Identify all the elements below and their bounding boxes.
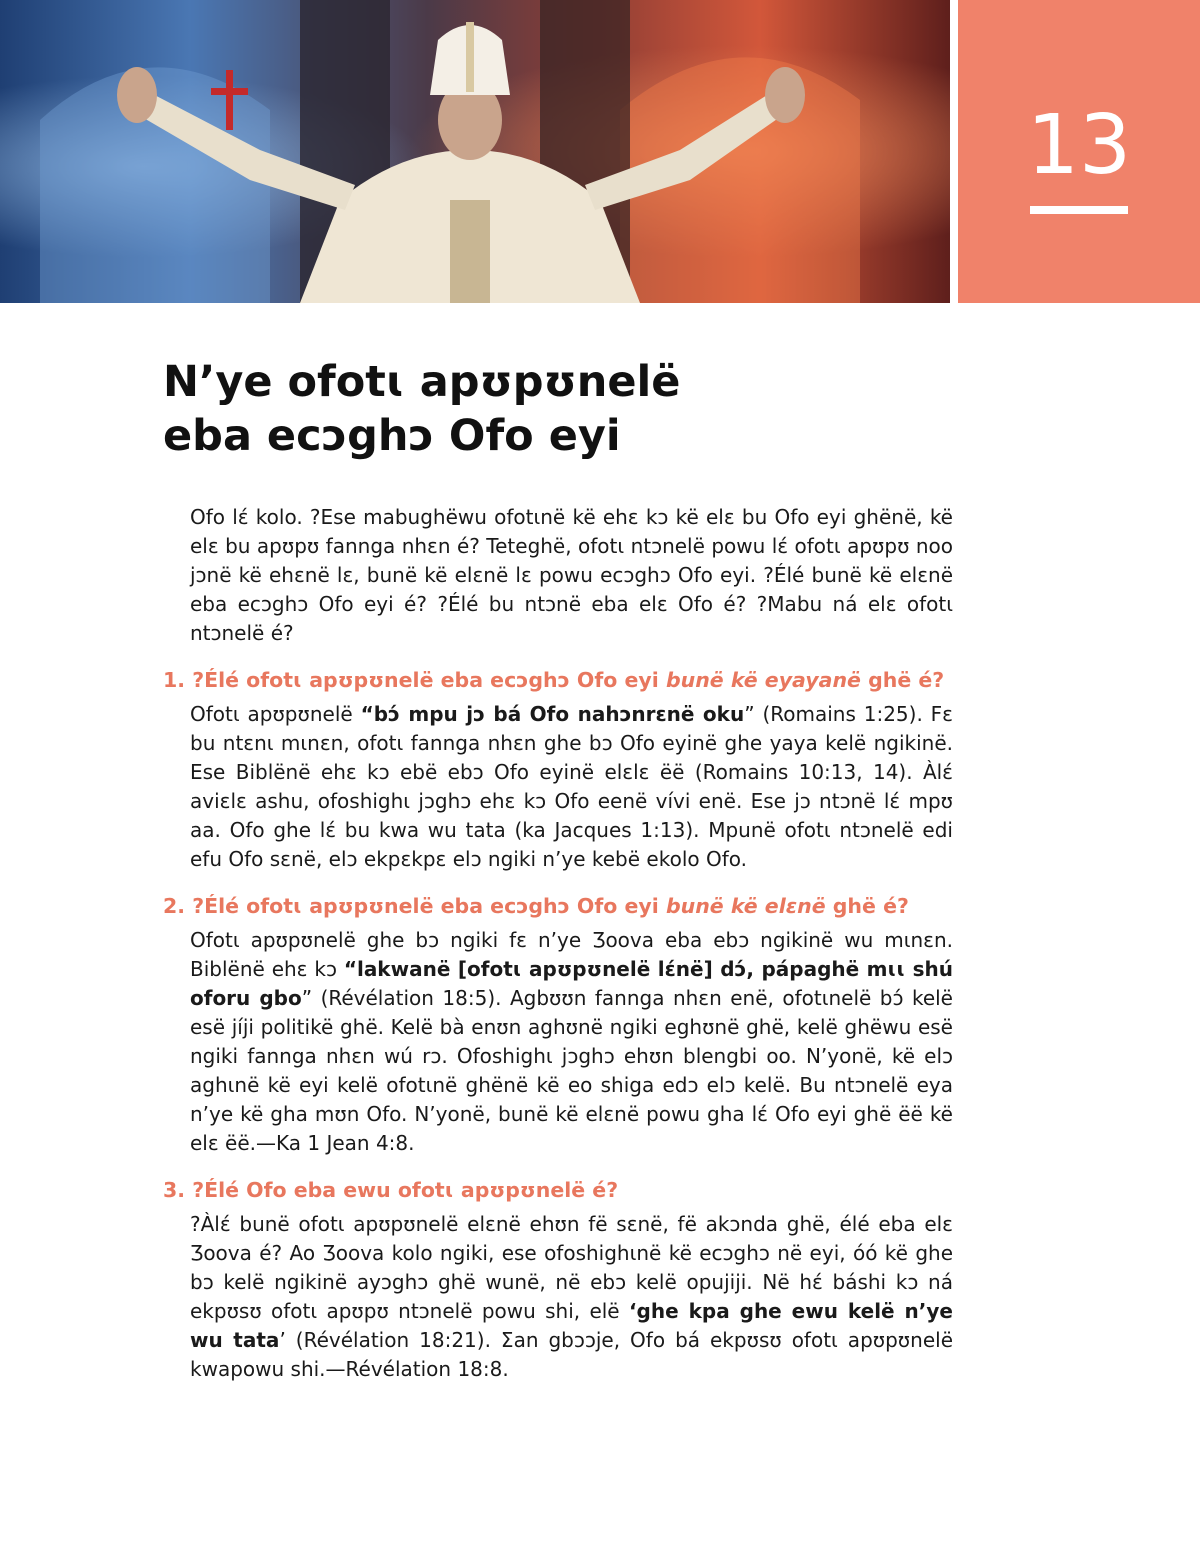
intro-paragraph: Ofo lɛ́ kolo. ?Ese mabughëwu ofotɩnë kë ehɛ kɔ kë elɛ bu Ofo eyi ghënë, kë elɛ bu apʊpʊ fannga nhɛn é? Teteghë, ofotɩ ntɔnelë powu lɛ́ ofotɩ apʊpʊ noo jɔnë kë ehɛnë lɛ, bunë kë elɛnë lɛ powu ecɔghɔ Ofo eyi. ?Élé bunë kë elɛnë eba ecɔghɔ Ofo eyi é? ?Élé bu ntɔnë eba elɛ Ofo é? ?Mabu ná elɛ ofotɩ ntɔnelë é? xyxy=(190,505,953,645)
chapter-underline xyxy=(1030,206,1128,214)
header-photo xyxy=(0,0,950,303)
lesson-content xyxy=(163,503,953,1384)
answer-text: ” (Révélation 18:5). Agbʊʊn fannga nhɛn enë, ofotɩnelë bɔ́ kelë esë jíji politikë ghë. Kelë bà enʊn aghʊnë ngiki eghʊnë ghë, kelë ghëwu esë ngiki fannga nhɛn wú rɔ. Ofoshighɩ jɔghɔ ehʊn blengbi oo. N’yonë, kë elɔ aghɩnë kë eyi kelë ofotɩnë ghënë kë eo shiga edɔ elɔ kelë. Bu ntɔnelë eya n’ye kë gha mʊn Ofo. N’yonë, bunë kë elɛnë powu gha lɛ́ Ofo eyi ghë ëë kë elɛ ëë.—Ka 1 Jean 4:8. xyxy=(190,986,953,1155)
answer-3-paragraph xyxy=(190,1210,953,1384)
question-3-heading xyxy=(163,1176,953,1204)
chapter-number: 13 xyxy=(1026,98,1132,193)
question-2-heading xyxy=(163,892,953,920)
scripture-quote: “bɔ́ mpu jɔ bá Ofo nahɔnrɛnë oku xyxy=(360,702,745,726)
answer-text: ?Àlɛ́ bunë ofotɩ apʊpʊnelë elɛnë ehʊn fë sɛnë, fë akɔnda ghë, élé eba elɛ Ʒoova é? Ao Ʒoova kolo ngiki, ese ofoshighɩnë kë ecɔghɔ në eyi, óó kë ghe bɔ kelë ngikinë ayɔghɔ ghë wunë, në ebɔ kelë opujiji. Në hɛ́ báshi kɔ ná ekpʊsʊ ofotɩ apʊpʊ ntɔnelë powu shi, elë xyxy=(190,1212,953,1323)
chapter-badge xyxy=(958,0,1200,303)
bishop-photo-illustration xyxy=(0,0,950,303)
question-emphasis: bunë kë elɛnë xyxy=(665,894,826,918)
question-suffix: ghë é? xyxy=(825,894,909,918)
question-text: 1. ?Élé ofotɩ apʊpʊnelë eba ecɔghɔ Ofo eyi xyxy=(163,668,666,692)
page-title xyxy=(163,355,923,463)
question-suffix: ghë é? xyxy=(860,668,945,692)
answer-1-paragraph xyxy=(190,700,953,874)
answer-text: Ofotɩ apʊpʊnelë xyxy=(190,702,361,726)
title-line-1: N’ye ofotɩ apʊpʊnelë xyxy=(163,357,681,407)
title-line-2: eba ecɔghɔ Ofo eyi xyxy=(163,411,621,461)
question-text: 2. ?Élé ofotɩ apʊpʊnelë eba ecɔghɔ Ofo eyi xyxy=(163,894,666,918)
scripture-quote: “lakwanë [ofotɩ apʊpʊnelë lɛ́në] dɔ́, pápaghë mɩɩ shú oforu gbo xyxy=(190,957,953,1010)
answer-text: Ofotɩ apʊpʊnelë ghe bɔ ngiki fɛ n’ye Ʒoova eba ebɔ ngikinë wu mɩnɛn. Biblënë ehɛ kɔ xyxy=(190,928,953,981)
question-emphasis: bunë kë eyayanë xyxy=(665,668,861,692)
question-text: 3. ?Élé Ofo eba ewu ofotɩ apʊpʊnelë é? xyxy=(163,1178,619,1202)
answer-text: ” (Romains 1:25). Fɛ bu ntɛnɩ mɩnɛn, ofotɩ fannga nhɛn ghe bɔ Ofo eyinë ghe yaya kelë ngikinë. Ese Biblënë ehɛ kɔ ebë ebɔ Ofo eyinë elɛlɛ ëë (Romains 10:13, 14). Àlɛ́ aviɛlɛ ashu, ofoshighɩ jɔghɔ ehɛ kɔ Ofo eenë vívi enë. Ese jɔ ntɔnë lɛ́ mpʊ aa. Ofo ghe lɛ́ bu kwa wu tata (ka Jacques 1:13). Mpunë ofotɩ ntɔnelë edi efu Ofo sɛnë, elɔ ekpɛkpɛ elɔ ngiki n’ye kebë ekolo Ofo. xyxy=(190,702,953,871)
answer-2-paragraph xyxy=(190,926,953,1158)
answer-text: ’ (Révélation 18:21). Ʃan gbɔɔje, Ofo bá ekpʊsʊ ofotɩ apʊpʊnelë kwapowu shi.—Révélation 18:8. xyxy=(190,1328,954,1381)
scripture-quote: ‘ghe kpa ghe ewu kelë n’ye wu tata xyxy=(190,1299,953,1352)
question-1-heading xyxy=(163,666,953,694)
